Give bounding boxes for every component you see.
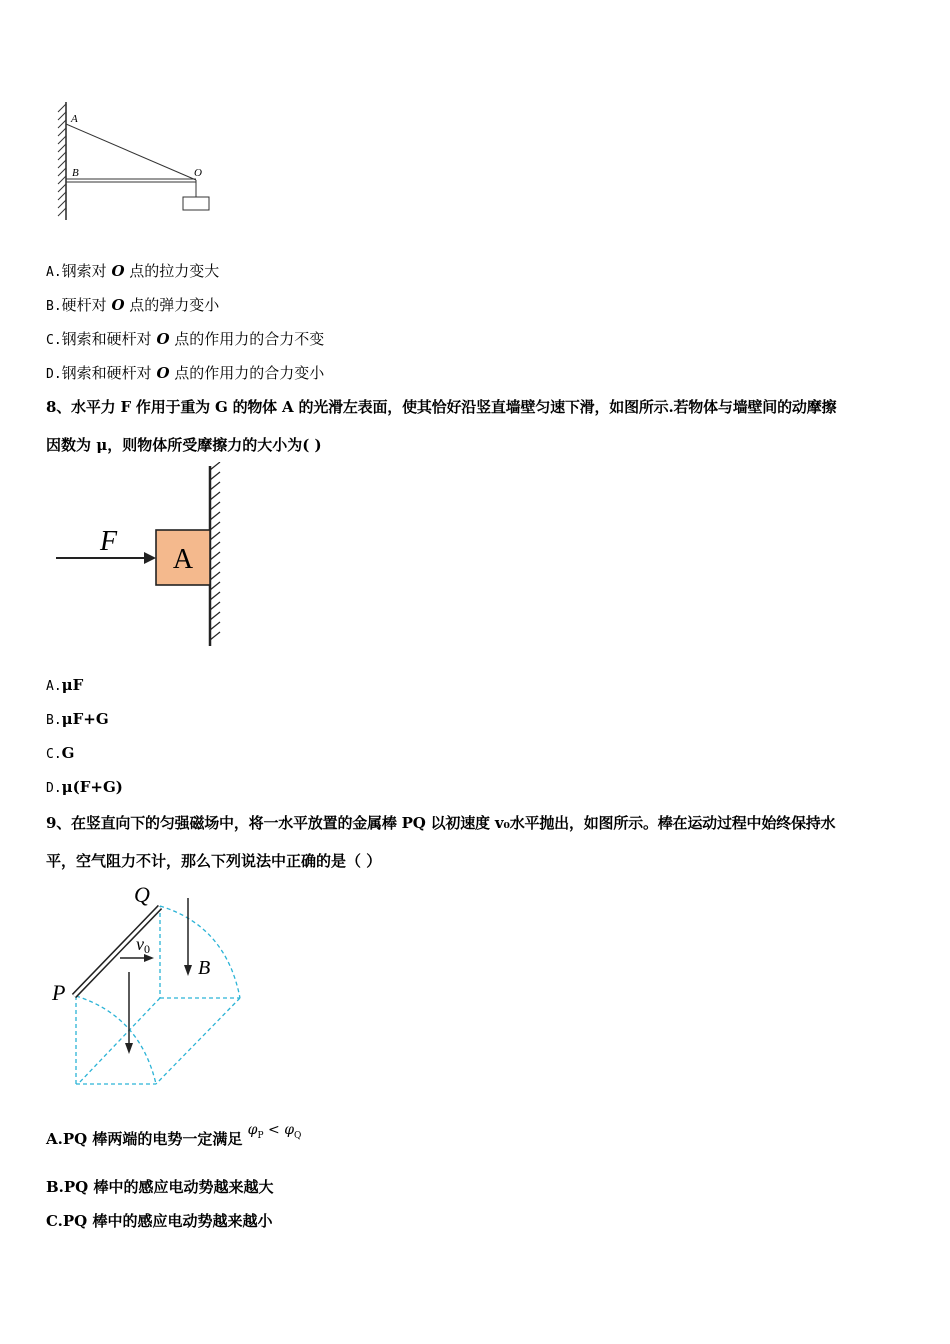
block-a-label: A: [172, 544, 194, 575]
force-label: F: [100, 526, 118, 557]
q8-option-c[interactable]: C.G: [46, 744, 75, 762]
point-q-label: Q: [134, 882, 150, 907]
q9-stem-line2: 平，空气阻力不计，那么下列说法中正确的是（ ）: [46, 852, 382, 870]
q7-figure: [52, 98, 217, 223]
q9-option-b[interactable]: B.PQ 棒中的感应电动势越来越大: [46, 1178, 274, 1196]
q9-option-c[interactable]: C.PQ 棒中的感应电动势越来越小: [46, 1212, 273, 1230]
q8-stem-line1: 8、水平力 F 作用于重为 G 的物体 A 的光滑左表面，使其恰好沿竖直墙壁匀速下滑，如图所示.若物体与墙壁间的动摩擦: [46, 398, 837, 416]
q8-option-b[interactable]: B.μF+G: [46, 710, 109, 728]
wall-hatching: [58, 102, 66, 220]
q7-option-d[interactable]: D.钢索和硬杆对 O 点的作用力的合力变小: [46, 364, 325, 382]
point-o-label: O: [194, 167, 202, 179]
q7-option-a[interactable]: A.钢索对 O 点的拉力变大: [46, 262, 220, 280]
q8-option-d[interactable]: D.μ(F+G): [46, 778, 123, 796]
field-arrow-2-head: [125, 1043, 133, 1054]
q8-option-a[interactable]: A.μF: [46, 676, 84, 694]
point-p-label: P: [52, 980, 66, 1005]
trajectory-guides: [76, 906, 240, 1084]
point-b-label: B: [72, 167, 79, 179]
wall-hatching: [210, 462, 220, 646]
hanging-weight: [183, 197, 209, 210]
field-label: B: [198, 957, 211, 979]
velocity-label: v0: [136, 934, 150, 956]
field-arrow-1-head: [184, 965, 192, 976]
q9-option-a[interactable]: A.PQ 棒两端的电势一定满足 $\varphi_P < \varphi_Q$: [46, 1122, 302, 1148]
q7-option-c[interactable]: C.钢索和硬杆对 O 点的作用力的合力不变: [46, 330, 325, 348]
potential-inequality: $\varphi_P < \varphi_Q$: [247, 1122, 302, 1141]
point-a-label: A: [71, 113, 78, 125]
q9-stem-line1: 9、在竖直向下的匀强磁场中，将一水平放置的金属棒 PQ 以初速度 v₀水平抛出，如图所示。棒在运动过程中始终保持水: [46, 814, 836, 832]
q9-figure: [48, 876, 248, 1091]
force-arrow-head: [144, 552, 156, 564]
steel-cable: [66, 124, 196, 180]
q7-option-b[interactable]: B.硬杆对 O 点的弹力变小: [46, 296, 220, 314]
q8-stem-line2: 因数为 μ，则物体所受摩擦力的大小为( ): [46, 436, 322, 454]
q8-figure: [52, 462, 227, 650]
